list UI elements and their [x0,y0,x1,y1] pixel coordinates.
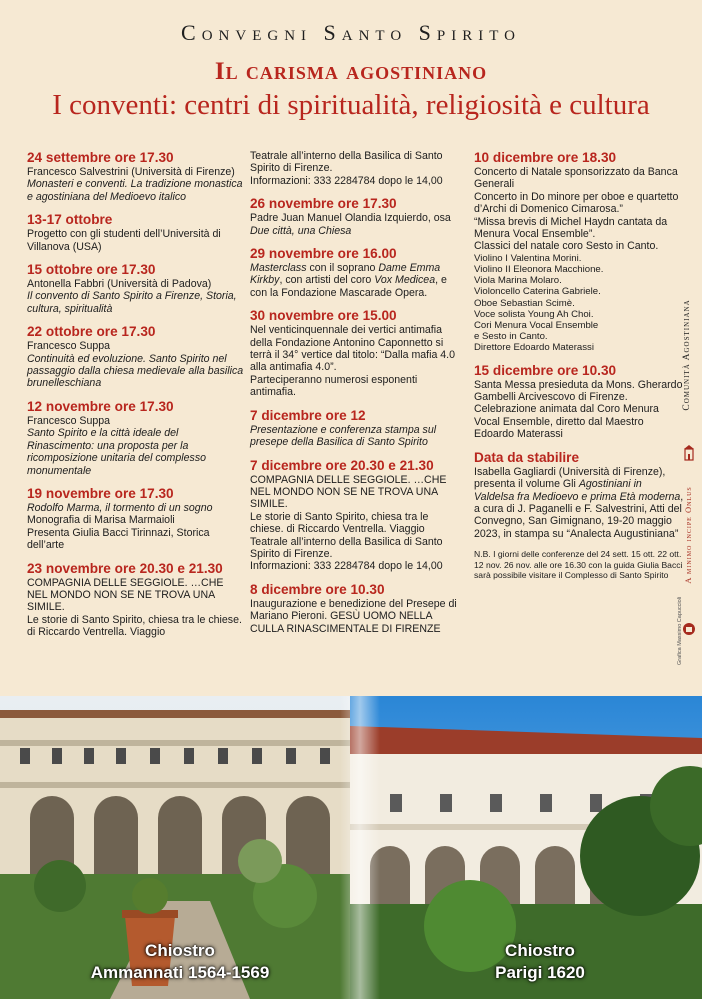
event [27,486,245,552]
event-date: 8 dicembre ore 10.30 [250,581,385,597]
performer-line: Oboe Sebastian Scimè. [474,297,575,309]
event [27,150,245,203]
event-text: Concerto di Natale sponsorizzato da Banca Generali [474,166,678,191]
caption-line: Chiostro [145,941,215,960]
performer-line: Violino I Valentina Morini. [474,252,582,264]
event [250,458,460,573]
event-date: 19 novembre ore 17.30 [27,485,174,501]
event [474,363,684,441]
right-photo-caption [440,940,640,984]
event-text [474,466,684,540]
event-speaker: Antonella Fabbri (Università di Padova) [27,278,212,291]
choir-name: Vox Medicea [374,274,436,287]
event-text: “Missa brevis di Michel Haydn cantata da Menura Vocal Ensemble”. [474,215,668,241]
event [250,582,460,635]
event [250,408,460,449]
text-part: , e con la Fondazione Mascarade Opera. [250,274,447,299]
caption-line: Parigi 1620 [495,963,585,982]
event-text [250,262,460,299]
event-text: COMPAGNIA DELLE SEGGIOLE. …CHE NEL MONDO NON SE NE TROVA UNA SIMILE. [27,576,224,614]
event-title: Presentazione e conferenza stampa sul presepe della Basilica di Santo Spirito [250,423,437,449]
event [250,246,460,299]
event-text: Presenta Giulia Bacci Tirinnazi, Storica dell’arte [27,526,210,552]
text-part: con il soprano [306,262,379,275]
performer-line: Voce solista Young Ah Choi. [474,308,594,320]
event-text: Santa Messa presieduta da Mons. Gherardo Gambelli Arcivescovo di Firenze. Celebrazione animata dal Coro Menura Vocal Ensemble, diretto dal Maestro Edoardo Materassi [474,378,683,441]
event-text: Monografia di Marisa Marmaioli [27,514,175,527]
theme-title: Il carisma agostiniano [214,58,488,85]
event-date: 15 dicembre ore 10.30 [474,362,617,378]
event-text: Nel venticinquennale dei vertici antimafia della Fondazione Antonino Caponnetto si terrà il 34° vertice dal titolo: “Dalla mafia 4.0 alla antimafia 4.0”. [250,324,456,374]
event-date: 12 novembre ore 17.30 [27,398,174,414]
book-title: Agostiniani in Valdelsa fra Medioevo e prima Età moderna [474,478,681,503]
text-part: , a cura di J. Paganelli e F. Salvestrini, Atti del Convegno, San Gimignano, 19-20 maggio 2023, in stampa su “Analecta Augustiniana” [474,490,684,540]
performer-line: Viola Marina Molaro. [474,275,562,287]
event-text: COMPAGNIA DELLE SEGGIOLE. …CHE NEL MONDO NON SE NE TROVA UNA SIMILE. [250,473,447,511]
column-1 [27,150,245,648]
left-photo-caption [60,940,300,984]
soprano-name: Dame Emma Kirkby [250,262,441,287]
event-date: Data da stabilire [474,449,580,465]
column-2 [250,150,460,644]
performer-line: Violoncello Caterina Gabriele. [474,286,601,298]
event-continued [250,150,460,187]
main-title: I conventi: centri di spiritualità, religiosità e cultura [52,89,650,121]
text-part: , con artisti del coro [279,274,375,287]
event-text: Progetto con gli studenti dell’Università di Villanova (USA) [27,228,221,253]
cloister-photos [0,696,702,999]
column-3 [474,150,684,581]
caption-line: Chiostro [505,941,575,960]
event-date: 15 ottobre ore 17.30 [27,262,156,278]
event-speaker: Francesco Salvestrini (Università di Firenze) [27,166,235,178]
event-info: Informazioni: 333 2284784 dopo le 14,00 [250,560,443,573]
event-text: Le storie di Santo Spirito, chiesa tra le chiese. di Riccardo Ventrella. Viaggio Teatrale all’interno della Basilica di Santo Spirito di Firenze. [250,510,443,560]
design-credit: Grafica Massimo Capuccioli [677,596,683,665]
event-date: 7 dicembre ore 20.30 e 21.30 [250,457,434,473]
event [474,150,684,354]
event [474,450,684,540]
event-text: Concerto in Do minore per oboe e quartetto d’Archi di Domenico Cimarosa.” [474,190,679,216]
event-title: Due città, una Chiesa [250,224,352,237]
event-date: 30 novembre ore 15.00 [250,308,397,324]
event-title: Monasteri e conventi. La tradizione monastica e agostiniana del Medioevo italico [27,178,243,203]
event-title: Continuità ed evoluzione. Santo Spirito nel passaggio dalla chiesa medievale alla basilica brunelleschiana [27,352,244,390]
event-title: Rodolfo Marma, il tormento di un sogno [27,501,213,514]
event-text: Teatrale all’interno della Basilica di Santo Spirito di Firenze. [250,150,443,175]
caption-line: Ammannati 1564-1569 [90,963,270,982]
event [27,324,245,390]
event-info: Informazioni: 333 2284784 dopo le 14,00 [250,174,443,187]
event [250,196,460,237]
series-title: Convegni Santo Spirito [181,20,521,45]
event-speaker: Francesco Suppa [27,414,111,427]
performer-line: e Sesto in Canto. [474,331,548,343]
event-text: Le storie di Santo Spirito, chiesa tra le chiese. di Riccardo Ventrella. Viaggio [27,613,242,639]
event-title: Il convento di Santo Spirito a Firenze, Storia, cultura, spiritualità [27,290,237,315]
event-speaker: Francesco Suppa [27,340,111,353]
onlus-label: A minimo incipe Onlus [683,486,693,584]
event-date: 13-17 ottobre [27,212,113,228]
event-text: Classici del natale coro Sesto in Canto. [474,240,659,253]
event-date: 7 dicembre ore 12 [250,407,366,423]
event-text: Parteciperanno numerosi esponenti antimafia. [250,373,418,399]
event-text: Inaugurazione e benedizione del Presepe di Mariano Pieroni. GESÙ UOMO NELLA CULLA RINASCIMENTALE DI FIRENZE [250,597,457,635]
event [27,212,245,253]
visit-note: N.B. I giorni delle conferenze del 24 sett. 15 ott. 22 ott. 12 nov. 26 nov. alle ore 16.30 con la guida Giulia Bacci sarà possibile visitare il Complesso di Santo Spirito [474,549,683,581]
event [250,308,460,398]
seal-icon [682,622,696,636]
event-date: 10 dicembre ore 18.30 [474,150,617,165]
event-speaker: Padre Juan Manuel Olandia Izquierdo, osa [250,212,451,225]
performer-line: Cori Menura Vocal Ensemble [474,320,599,332]
event-date: 23 novembre ore 20.30 e 21.30 [27,560,223,576]
event [27,561,245,639]
text-part: Isabella Gagliardi (Università di Firenze), presenta il volume Gli [474,465,666,491]
event-title: Santo Spirito e la città ideale del Rinascimento: una proposta per la ricomposizione unitaria del complesso monumentale [27,427,207,477]
masterclass-label: Masterclass [250,262,307,275]
event-date: 26 novembre ore 17.30 [250,196,397,212]
community-label: Comunità Agostiniana [682,299,692,411]
event-date: 24 settembre ore 17.30 [27,150,174,165]
event [27,262,245,315]
performer-line: Direttore Edoardo Materassi [474,342,594,354]
performer-line: Violino II Eleonora Macchione. [474,264,604,276]
event [27,399,245,477]
event-date: 29 novembre ore 16.00 [250,246,397,262]
event-date: 22 ottobre ore 17.30 [27,324,156,340]
